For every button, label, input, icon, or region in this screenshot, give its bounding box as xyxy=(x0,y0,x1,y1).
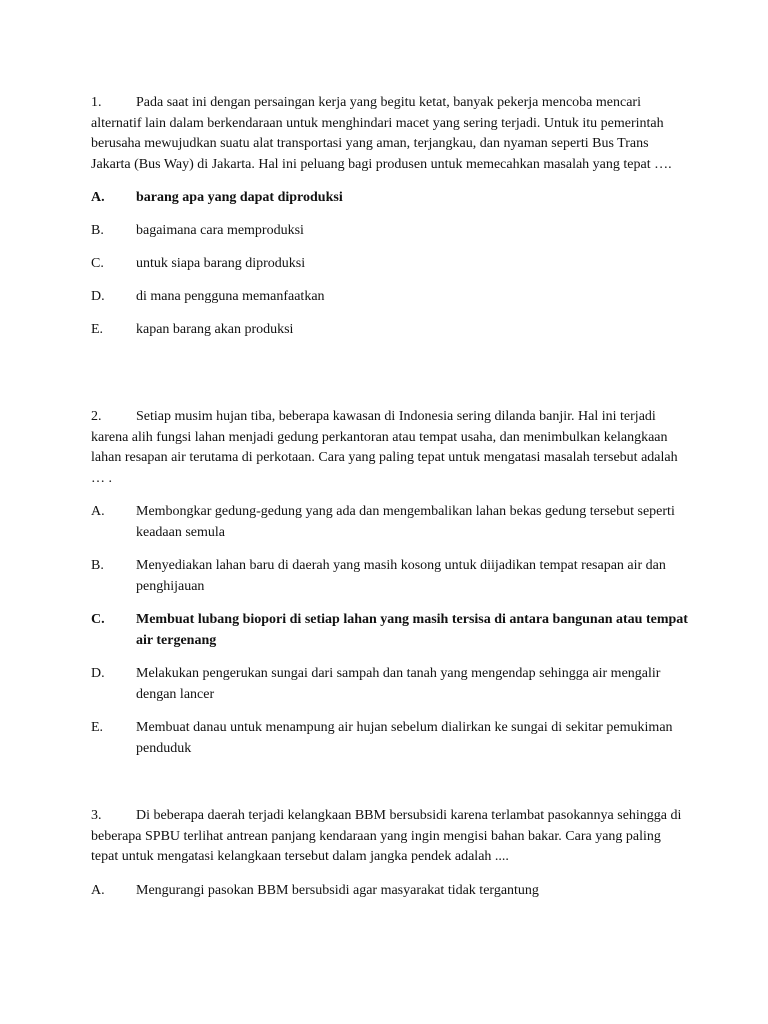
option-a xyxy=(91,501,691,543)
option-b xyxy=(91,220,691,241)
question-text: Setiap musim hujan tiba, beberapa kawasan di Indonesia sering dilanda banjir. Hal ini terjadi karena alih fungsi lahan menjadi gedung perkantoran atau tempat usaha, dan menimbulkan kelangkaan lahan resapan air terutama di perkotaan. Cara yang paling tepat untuk mengatasi masalah tersebut adalah … . xyxy=(91,409,678,486)
question-stem xyxy=(91,806,691,868)
option-b xyxy=(91,555,691,597)
question-3 xyxy=(91,806,691,901)
option-letter: B. xyxy=(91,558,104,573)
question-number: 1. xyxy=(91,95,102,110)
option-letter: D. xyxy=(91,289,105,304)
option-text: Menyediakan lahan baru di daerah yang masih kosong untuk diijadikan tempat resapan air dan penghijauan xyxy=(136,558,666,594)
option-d xyxy=(91,663,691,705)
option-text: di mana pengguna memanfaatkan xyxy=(136,289,325,304)
question-stem xyxy=(91,407,691,489)
question-text: Pada saat ini dengan persaingan kerja yang begitu ketat, banyak pekerja mencoba mencari alternatif lain dalam berkendaraan untuk menghindari macet yang sering terjadi. Untuk itu pemerintah berusaha mewujudkan suatu alat transportasi yang aman, terjangkau, dan nyaman seperti Bus Trans Jakarta (Bus Way) di Jakarta. Hal ini peluang bagi produsen untuk memecahkan masalah yang tepat …. xyxy=(91,95,672,172)
question-text: Di beberapa daerah terjadi kelangkaan BBM bersubsidi karena terlambat pasokannya sehingga di beberapa SPBU terlihat antrean panjang kendaraan yang ingin mengisi bahan bakar. Cara yang paling tepat untuk mengatasi kelangkaan tersebut dalam jangka pendek adalah .... xyxy=(91,808,682,864)
question-stem xyxy=(91,93,691,175)
option-letter: E. xyxy=(91,322,104,337)
option-text: barang apa yang dapat diproduksi xyxy=(136,190,343,205)
option-letter: C. xyxy=(91,256,104,271)
question-number: 2. xyxy=(91,409,102,424)
option-e xyxy=(91,717,691,759)
option-text: Mengurangi pasokan BBM bersubsidi agar masyarakat tidak tergantung xyxy=(136,882,539,898)
option-letter: A. xyxy=(91,882,105,898)
option-e xyxy=(91,319,691,340)
option-text: bagaimana cara memproduksi xyxy=(136,223,304,238)
option-text: Melakukan pengerukan sungai dari sampah dan tanah yang mengendap sehingga air mengalir dengan lancer xyxy=(136,666,661,702)
question-2 xyxy=(91,407,691,759)
option-text: untuk siapa barang diproduksi xyxy=(136,256,306,271)
option-text: Membongkar gedung-gedung yang ada dan mengembalikan lahan bekas gedung tersebut seperti keadaan semula xyxy=(136,504,675,540)
option-d xyxy=(91,286,691,307)
option-letter: A. xyxy=(91,190,105,205)
option-letter: C. xyxy=(91,612,105,627)
option-a xyxy=(91,187,691,208)
option-letter: E. xyxy=(91,720,104,735)
option-c xyxy=(91,253,691,274)
option-a xyxy=(91,880,691,901)
question-number: 3. xyxy=(91,808,102,823)
option-letter: D. xyxy=(91,666,105,681)
option-text: Membuat danau untuk menampung air hujan sebelum dialirkan ke sungai di sekitar pemukiman penduduk xyxy=(136,720,673,756)
option-text: kapan barang akan produksi xyxy=(136,322,294,337)
question-1 xyxy=(91,93,691,340)
option-text: Membuat lubang biopori di setiap lahan yang masih tersisa di antara bangunan atau tempat air tergenang xyxy=(136,612,688,648)
option-letter: B. xyxy=(91,223,104,238)
option-letter: A. xyxy=(91,504,105,519)
option-c xyxy=(91,609,691,651)
